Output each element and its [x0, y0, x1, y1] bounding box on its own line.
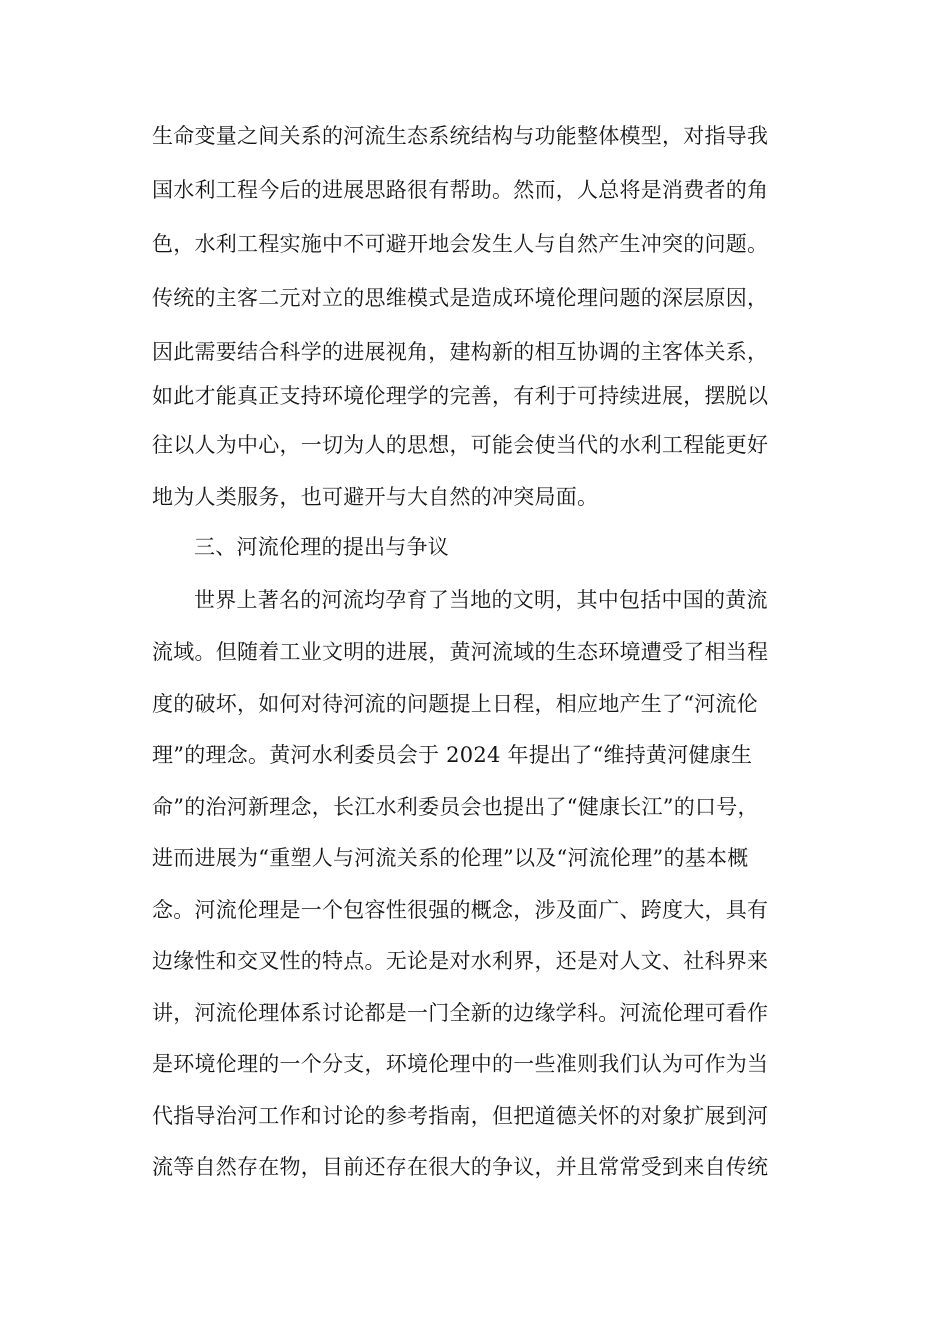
paragraph-line: 边缘性和交叉性的特点。无论是对水利界，还是对人文、社科界来 [152, 949, 769, 973]
section-heading: 三、河流伦理的提出与争议 [194, 535, 449, 559]
paragraph-line: 理”的理念。黄河水利委员会于 2024 年提出了“维持黄河健康生 [152, 743, 753, 767]
paragraph-line: 传统的主客二元对立的思维模式是造成环境伦理问题的深层原因， [152, 286, 769, 310]
paragraph-line: 生命变量之间关系的河流生态系统结构与功能整体模型，对指导我 [152, 124, 769, 148]
paragraph-line: 代指导治河工作和讨论的参考指南，但把道德关怀的对象扩展到河 [152, 1104, 769, 1128]
paragraph-line: 讲，河流伦理体系讨论都是一门全新的边缘学科。河流伦理可看作 [152, 1001, 769, 1025]
paragraph-line: 流域。但随着工业文明的进展，黄河流域的生态环境遭受了相当程 [152, 640, 769, 664]
paragraph-line: 国水利工程今后的进展思路很有帮助。然而，人总将是消费者的角 [152, 178, 769, 202]
paragraph-line: 色，水利工程实施中不可避开地会发生人与自然产生冲突的问题。 [152, 232, 769, 256]
paragraph-line: 度的破坏，如何对待河流的问题提上日程，相应地产生了“河流伦 [152, 692, 758, 716]
paragraph-line: 念。河流伦理是一个包容性很强的概念，涉及面广、跨度大，具有 [152, 898, 769, 922]
paragraph-line: 往以人为中心，一切为人的思想，可能会使当代的水利工程能更好 [152, 433, 769, 457]
paragraph-line: 因此需要结合科学的进展视角，建构新的相互协调的主客体关系， [152, 340, 769, 364]
paragraph-line: 如此才能真正支持环境伦理学的完善，有利于可持续进展，摆脱以 [152, 384, 769, 408]
paragraph-line: 命”的治河新理念，长江水利委员会也提出了“健康长江”的口号， [152, 795, 759, 819]
paragraph-line: 流等自然存在物，目前还存在很大的争议，并且常常受到来自传统 [152, 1155, 769, 1179]
paragraph-line: 世界上著名的河流均孕育了当地的文明，其中包括中国的黄流 [194, 588, 768, 612]
paragraph-line: 是环境伦理的一个分支，环境伦理中的一些准则我们认为可作为当 [152, 1052, 769, 1076]
paragraph-line: 进而进展为“重塑人与河流关系的伦理”以及“河流伦理”的基本概 [152, 846, 749, 870]
paragraph-line: 地为人类服务，也可避开与大自然的冲突局面。 [152, 485, 599, 509]
